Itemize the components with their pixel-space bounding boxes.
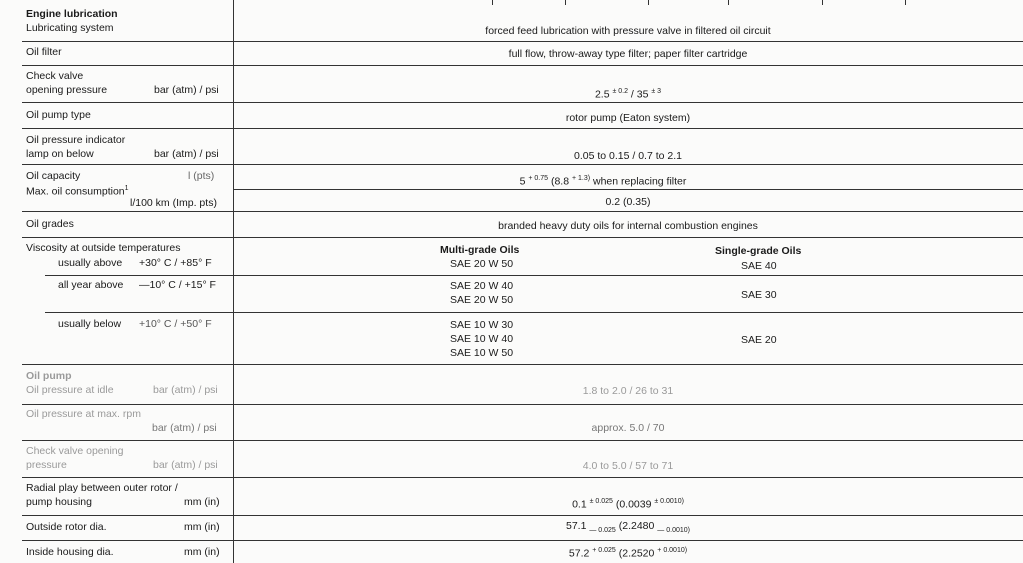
unit-radial-play: mm (in) <box>184 496 220 508</box>
value-oil-capacity: 5 $^{+ 0.75}$ (8.8 $^{+ 1.3)}$ when replacing filter <box>519 175 687 188</box>
unit-oil-capacity: l (pts) <box>188 170 215 182</box>
value-max-oil-consumption: 0.2 (0.35) <box>605 196 651 208</box>
header-multi-grade-oils: Multi-grade Oils <box>440 244 520 256</box>
value-oil-pressure-idle: 1.8 to 2.0 / 26 to 31 <box>582 385 674 397</box>
label-inside-housing: Inside housing dia. <box>26 546 114 558</box>
unit-oil-pressure-max: bar (atm) / psi <box>152 422 217 434</box>
value-oil-pressure-max: approx. 5.0 / 70 <box>591 422 665 434</box>
unit-check-valve: bar (atm) / psi <box>154 84 219 96</box>
label-lubricating-system: Lubricating system <box>26 22 114 34</box>
label-oil-filter: Oil filter <box>26 46 62 58</box>
unit-check-valve-opening: bar (atm) / psi <box>153 459 218 471</box>
section-heading-oil-pump: Oil pump <box>26 370 72 382</box>
row-divider <box>22 515 1023 516</box>
label-oil-pressure-indicator: Oil pressure indicator <box>26 134 126 146</box>
temp-usually-above: +30° C / +85° F <box>139 257 212 269</box>
label-oil-capacity: Oil capacity <box>26 170 81 182</box>
multi-all-year-above-1: SAE 20 W 40 <box>450 280 514 292</box>
value-oil-filter: full flow, throw-away type filter; paper filter cartridge <box>508 48 748 60</box>
unit-inside-housing: mm (in) <box>184 546 220 558</box>
section-heading-engine-lubrication: Engine lubrication <box>26 8 118 20</box>
unit-max-oil-consumption: l/100 km (Imp. pts) <box>130 197 217 209</box>
label-all-year-above: all year above <box>58 279 124 291</box>
unit-oil-pressure-idle: bar (atm) / psi <box>153 384 218 396</box>
multi-all-year-above-2: SAE 20 W 50 <box>450 294 514 306</box>
value-radial-play: 0.1 $^{\pm 0.025}$ (0.0039 $^{\pm 0.0010)}$ <box>572 498 684 511</box>
row-divider <box>22 65 1023 66</box>
label-check-valve: Check valve <box>26 70 84 82</box>
unit-oil-pressure-indicator: bar (atm) / psi <box>154 148 219 160</box>
value-outside-rotor: 57.1 $_{— 0.025}$ (2.2480 $_{— 0.0010)}$ <box>566 520 690 535</box>
label-viscosity: Viscosity at outside temperatures <box>26 242 181 254</box>
multi-usually-below-3: SAE 10 W 50 <box>450 347 514 359</box>
value-lubricating-system: forced feed lubrication with pressure valve in filtered oil circuit <box>485 25 771 37</box>
row-divider <box>45 275 1023 276</box>
label-oil-pressure-idle: Oil pressure at idle <box>26 384 114 396</box>
row-divider <box>22 540 1023 541</box>
label-check-valve-pressure: pressure <box>26 459 67 471</box>
single-all-year-above: SAE 30 <box>741 289 777 301</box>
label-oil-pump-type: Oil pump type <box>26 109 91 121</box>
label-opening-pressure: opening pressure <box>26 84 108 96</box>
row-divider <box>22 440 1023 441</box>
label-outside-rotor: Outside rotor dia. <box>26 521 107 533</box>
value-inside-housing: 57.2 $^{+ 0.025}$ (2.2520 $^{+ 0.0010)}$ <box>568 547 688 560</box>
row-divider <box>22 237 1023 238</box>
row-divider <box>22 477 1023 478</box>
column-divider <box>233 0 234 563</box>
label-pump-housing: pump housing <box>26 496 92 508</box>
temp-all-year-above: —10° C / +15° F <box>139 279 216 291</box>
label-radial-play: Radial play between outer rotor / <box>26 482 178 494</box>
row-divider <box>233 189 1023 190</box>
multi-usually-below-2: SAE 10 W 40 <box>450 333 514 345</box>
value-oil-pump-type: rotor pump (Eaton system) <box>565 112 691 124</box>
label-usually-below: usually below <box>58 318 122 330</box>
value-oil-pressure-indicator: 0.05 to 0.15 / 0.7 to 2.1 <box>574 150 682 162</box>
unit-outside-rotor: mm (in) <box>184 521 220 533</box>
label-oil-grades: Oil grades <box>26 218 74 230</box>
row-divider <box>22 211 1023 212</box>
label-lamp-on-below: lamp on below <box>26 148 94 160</box>
row-divider <box>22 41 1023 42</box>
value-check-valve-opening: 4.0 to 5.0 / 57 to 71 <box>582 460 674 472</box>
multi-usually-above-1: SAE 20 W 50 <box>450 258 514 270</box>
label-check-valve-opening: Check valve opening <box>26 445 124 457</box>
label-usually-above: usually above <box>58 257 123 269</box>
value-oil-grades: branded heavy duty oils for internal combustion engines <box>498 220 758 232</box>
temp-usually-below: +10° C / +50° F <box>139 318 212 330</box>
row-divider <box>45 312 1023 313</box>
label-oil-pressure-max: Oil pressure at max. rpm <box>26 408 141 420</box>
value-check-valve: 2.5 $^{\pm 0.2}$ / 35 $^{\pm 3}$ <box>594 88 662 101</box>
row-divider <box>22 102 1023 103</box>
row-divider <box>22 164 1023 165</box>
single-usually-below: SAE 20 <box>741 334 777 346</box>
single-usually-above: SAE 40 <box>741 260 777 272</box>
row-divider <box>22 128 1023 129</box>
multi-usually-below-1: SAE 10 W 30 <box>450 319 514 331</box>
row-divider <box>22 364 1023 365</box>
row-divider <box>22 404 1023 405</box>
label-max-oil-consumption: Max. oil consumption$^1$ <box>26 185 129 198</box>
header-single-grade-oils: Single-grade Oils <box>715 245 802 257</box>
